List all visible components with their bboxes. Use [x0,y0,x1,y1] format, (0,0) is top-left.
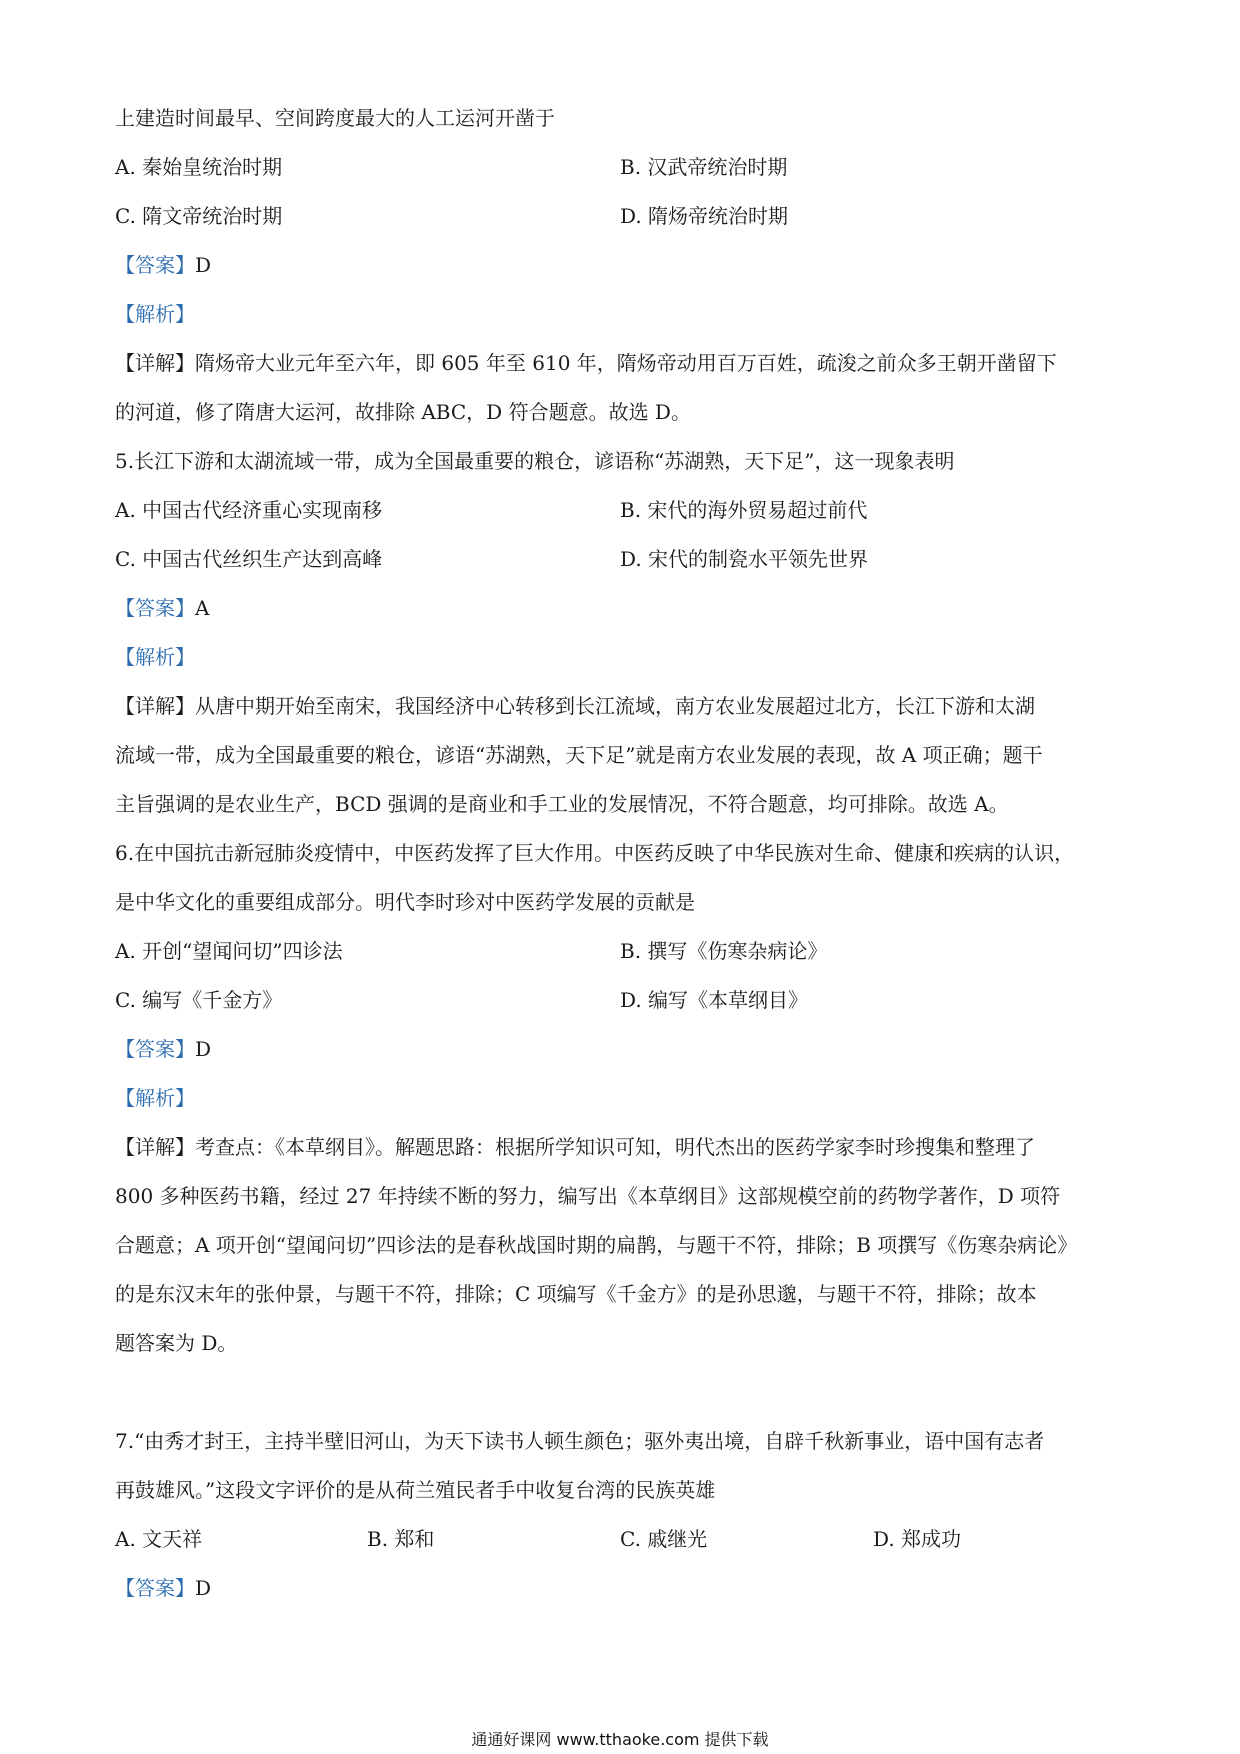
q6-answer [115,1035,211,1063]
q7-option-d: D. 郑成功 [873,1527,962,1551]
q5-option-c: C. 中国古代丝织生产达到高峰 [115,547,383,571]
q6-analysis-label: 【解析】 [115,1086,195,1110]
answer-label: 【答案】 [115,1576,195,1600]
answer-label: 【答案】 [115,1037,195,1061]
q5-detail-line-1 [115,692,1035,720]
q6-detail-line-3: 合题意；A 项开创“望闻问切”四诊法的是春秋战国时期的扁鹊，与题干不符，排除；B 项撰写《伤寒杂病论》 [115,1233,1078,1257]
q7-option-c: C. 戚继光 [620,1527,708,1551]
q5-stem: 5.长江下游和太湖流域一带，成为全国最重要的粮仓，谚语称“苏湖熟，天下足”，这一现象表明 [115,449,955,473]
q7-answer [115,1574,211,1602]
q5-option-a: A. 中国古代经济重心实现南移 [115,498,383,522]
q7-option-a: A. 文天祥 [115,1527,203,1551]
q5-option-b: B. 宋代的海外贸易超过前代 [620,498,868,522]
q4-option-c: C. 隋文帝统治时期 [115,204,283,228]
q4-analysis-label: 【解析】 [115,302,195,326]
q6-detail-line-2: 800 多种医药书籍，经过 27 年持续不断的努力，编写出《本草纲目》这部规模空前的药物学著作，D 项符 [115,1184,1061,1208]
q5-analysis-label: 【解析】 [115,645,195,669]
q6-detail-line-1 [115,1133,1035,1161]
q6-option-c: C. 编写《千金方》 [115,988,283,1012]
q6-stem-line-2: 是中华文化的重要组成部分。明代李时珍对中医药学发展的贡献是 [115,890,695,914]
answer-value: A [195,596,210,620]
q7-stem-line-2: 再鼓雄风。”这段文字评价的是从荷兰殖民者手中收复台湾的民族英雄 [115,1478,716,1502]
answer-value: D [195,253,212,277]
q4-option-d: D. 隋炀帝统治时期 [620,204,789,228]
answer-value: D [195,1037,212,1061]
q4-answer [115,251,211,279]
q4-stem-tail: 上建造时间最早、空间跨度最大的人工运河开凿于 [115,106,555,130]
answer-label: 【答案】 [115,253,195,277]
q7-option-b: B. 郑和 [367,1527,435,1551]
answer-label: 【答案】 [115,596,195,620]
detail-label: 【详解】 [115,694,195,718]
q5-detail-line-2: 流域一带，成为全国最重要的粮仓，谚语“苏湖熟，天下足”就是南方农业发展的表现，故 A 项正确；题干 [115,743,1043,767]
answer-value: D [195,1576,212,1600]
q6-stem-line-1: 6.在中国抗击新冠肺炎疫情中，中医药发挥了巨大作用。中医药反映了中华民族对生命、健康和疾病的认识， [115,841,1075,865]
detail-text: 隋炀帝大业元年至六年，即 605 年至 610 年，隋炀帝动用百万百姓，疏浚之前众多王朝开凿留下 [195,351,1057,375]
detail-label: 【详解】 [115,351,195,375]
q5-detail-line-3: 主旨强调的是农业生产，BCD 强调的是商业和手工业的发展情况，不符合题意，均可排除。故选 A。 [115,792,1009,816]
q4-option-a: A. 秦始皇统治时期 [115,155,283,179]
q6-detail-line-4: 的是东汉末年的张仲景，与题干不符，排除；C 项编写《千金方》的是孙思邈，与题干不符，排除；故本 [115,1282,1037,1306]
q4-detail-line-2: 的河道，修了隋唐大运河，故排除 ABC，D 符合题意。故选 D。 [115,400,691,424]
q6-option-d: D. 编写《本草纲目》 [620,988,809,1012]
q5-answer [115,594,209,622]
q5-option-d: D. 宋代的制瓷水平领先世界 [620,547,869,571]
detail-text: 从唐中期开始至南宋，我国经济中心转移到长江流域，南方农业发展超过北方，长江下游和太湖 [195,694,1035,718]
q7-stem-line-1: 7.“由秀才封王，主持半壁旧河山，为天下读书人顿生颜色；驱外夷出境，自辟千秋新事业，语中国有志者 [115,1429,1045,1453]
q6-option-a: A. 开创“望闻问切”四诊法 [115,939,343,963]
q6-detail-line-5: 题答案为 D。 [115,1331,238,1355]
q6-option-b: B. 撰写《伤寒杂病论》 [620,939,828,963]
detail-text: 考查点：《本草纲目》。解题思路：根据所学知识可知，明代杰出的医药学家李时珍搜集和整理了 [195,1135,1035,1159]
q4-detail-line-1 [115,349,1057,377]
q4-option-b: B. 汉武帝统治时期 [620,155,788,179]
detail-label: 【详解】 [115,1135,195,1159]
page-footer: 通通好课网 www.tthaoke.com 提供下载 [471,1730,769,1749]
